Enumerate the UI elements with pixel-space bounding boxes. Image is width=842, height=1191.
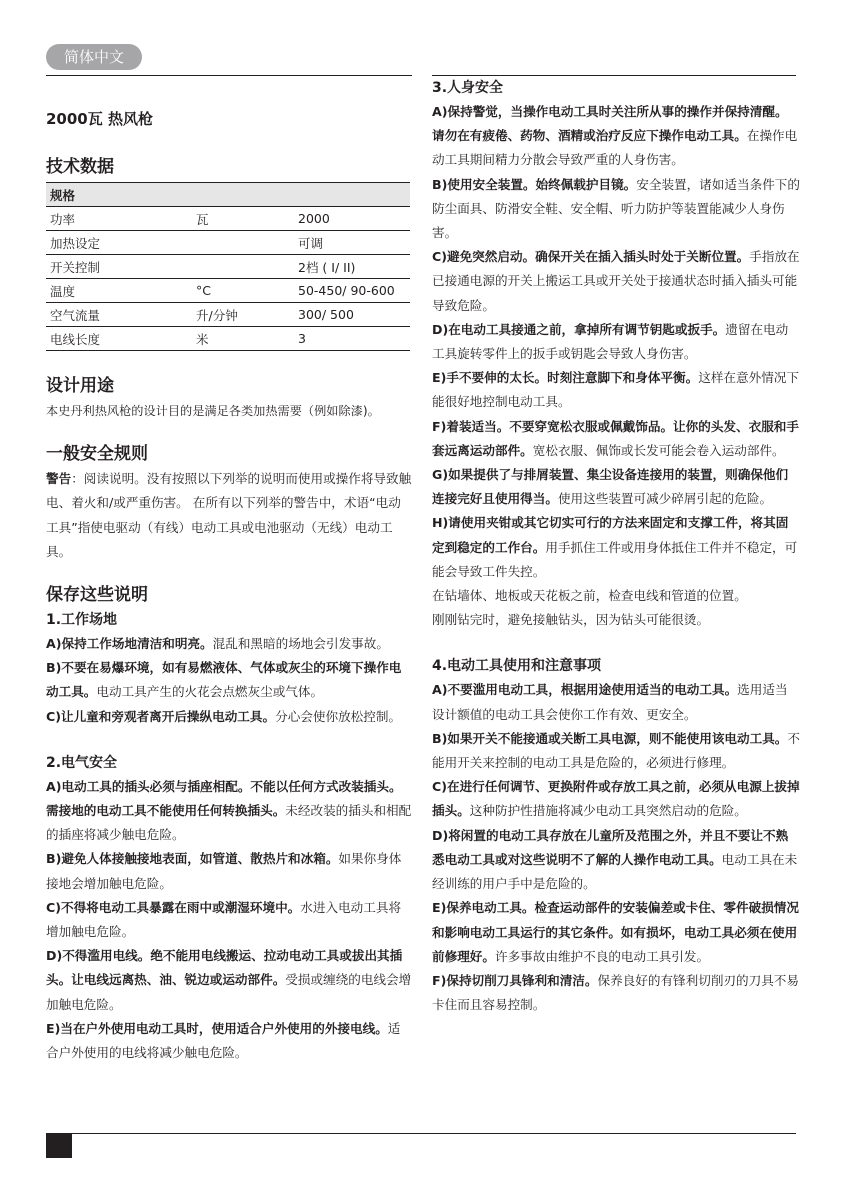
item-text: 电动工具产生的火花会点燃灰尘或气体。	[96, 684, 324, 700]
list-item	[432, 366, 800, 414]
item-text: 保养良好的有锋利切削刃的刀具不易卡住而且容易控制。	[432, 972, 799, 1013]
item-bold: E)当在户外使用电动工具时，使用适合户外使用的外接电线。	[46, 1020, 388, 1036]
general-safety-heading: 一般安全规则	[46, 444, 148, 465]
item-text: 宽松衣服、佩饰或长发可能会卷入运动部件。	[532, 442, 785, 458]
list-item	[432, 100, 800, 173]
item-bold: B)避免人体接触接地表面，如管道、散热片和冰箱。	[46, 851, 339, 867]
save-instructions-heading: 保存这些说明	[46, 585, 148, 606]
item-bold: E)保养电动工具。检查运动部件的安装偏差或卡住、零件破损情况和影响电动工具运行的其它条件。如有损坏，电动工具必须在使用前修理好。	[432, 900, 799, 964]
spec-value: 50-450/ 90-600	[294, 279, 410, 303]
spec-value: 可调	[294, 231, 410, 255]
spec-name: 空气流量	[46, 303, 192, 327]
spec-name: 功率	[46, 207, 192, 231]
item-text: 这样在意外情况下能很好地控制电动工具。	[432, 370, 799, 410]
item-bold: G)如果提供了与排屑装置、集尘设备连接用的装置，则确保他们连接完好且使用得当。	[432, 467, 789, 507]
item-bold: A)保持工作场地清洁和明亮。	[46, 636, 213, 652]
intended-use-text: 本史丹利热风枪的设计目的是满足各类加热需要（例如除漆)。	[46, 404, 380, 418]
item-bold: C)让儿童和旁观者离开后操纵电动工具。	[46, 708, 276, 724]
item-text: 水进入电动工具将增加触电危险。	[46, 899, 402, 940]
table-row	[46, 303, 410, 327]
language-tab: 简体中文	[46, 44, 142, 70]
spec-name: 加热设定	[46, 231, 192, 255]
list-item	[46, 705, 412, 729]
left-column	[46, 72, 412, 1065]
table-row	[46, 207, 410, 231]
spec-unit: 米	[192, 327, 294, 351]
item-text: 电动工具在未经训练的用户手中是危险的。	[432, 851, 798, 892]
table-row	[46, 255, 410, 279]
spec-unit	[192, 255, 294, 279]
personal-safety-heading: 3.人身安全	[432, 80, 504, 96]
item-bold: A)电动工具的插头必须与插座相配。不能以任何方式改装插头。需接地的电动工具不能使用任何转换插头。	[46, 778, 402, 819]
list-item	[46, 632, 412, 656]
item-bold: C)在进行任何调节、更换附件或存放工具之前，必须从电源上拔掉插头。	[432, 779, 800, 819]
general-safety-warning	[46, 467, 412, 564]
list-item	[46, 847, 412, 895]
electrical-heading: 2.电气安全	[46, 754, 118, 771]
item-text: 受损或缠绕的电线会增加触电危险。	[46, 972, 412, 1012]
list-item	[432, 173, 800, 246]
item-text: 安全装置，诸如适当条件下的防尘面具、防滑安全鞋、安全帽、听力防护等装置能减少人身伤害。	[432, 176, 800, 241]
list-item	[432, 896, 800, 969]
list-item	[432, 463, 800, 511]
item-text: 在操作电动工具期间精力分散会导致严重的人身伤害。	[432, 128, 798, 168]
tool-use-heading: 4.电动工具使用和注意事项	[432, 658, 602, 675]
spec-name: 电线长度	[46, 327, 192, 351]
table-row	[46, 327, 410, 351]
spec-value: 3	[294, 327, 410, 351]
item-text: 选用适当设计额值的电动工具会使你工作有效、更安全。	[432, 682, 788, 722]
right-column	[432, 72, 800, 1017]
item-text: 未经改装的插头和相配的插座将减少触电危险。	[46, 803, 412, 843]
specs-table-header	[46, 183, 410, 207]
spec-value: 2000	[294, 207, 410, 231]
list-item	[432, 318, 800, 366]
list-item	[432, 511, 800, 584]
item-bold: B)不要在易爆环境，如有易燃液体、气体或灰尘的环境下操作电动工具。	[46, 660, 402, 700]
item-bold: H)请使用夹钳或其它切实可行的方法来固定和支撑工件，将其固定到稳定的工作台。	[432, 515, 789, 555]
list-item	[46, 944, 412, 1017]
list-item	[46, 775, 412, 848]
item-bold: F)保持切削刀具锋利和清洁。	[432, 972, 598, 988]
drilling-note: 在钻墙体、地板或天花板之前，检查电线和管道的位置。	[432, 588, 747, 604]
list-item	[432, 727, 800, 775]
list-item	[46, 1017, 412, 1065]
item-bold: B)使用安全装置。始终佩载护目镜。	[432, 176, 637, 192]
list-item	[46, 656, 412, 704]
item-bold: D)将闲置的电动工具存放在儿童所及范围之外，并且不要让不熟悉电动工具或对这些说明不了解的人操作电动工具。	[432, 827, 789, 867]
item-bold: D)不得滥用电线。绝不能用电线搬运、拉动电动工具或拔出其插头。让电线远离热、油、锐边或运动部件。	[46, 948, 403, 988]
item-bold: C)避免突然启动。确保开关在插入插头时处于关断位置。	[432, 249, 750, 265]
item-text: 如果你身体接地会增加触电危险。	[46, 851, 402, 891]
item-text: 遗留在电动工具旋转零件上的扳手或钥匙会导致人身伤害。	[432, 321, 789, 362]
spec-unit	[192, 231, 294, 255]
list-item	[432, 245, 800, 318]
specs-table-header-cell: 规格	[46, 183, 410, 207]
spec-unit: °C	[192, 279, 294, 303]
item-bold: A)保持警觉，当操作电动工具时关注所从事的操作并保持清醒。请勿在有疲倦、药物、酒精或治疗反应下操作电动工具。	[432, 104, 788, 144]
item-text: 许多事故由维护不良的电动工具引发。	[494, 948, 710, 964]
item-text: 使用这些装置可减少碎屑引起的危险。	[557, 491, 773, 507]
drilling-note: 刚刚钻完时，避免接触钻头，因为钻头可能很烫。	[432, 612, 710, 628]
item-text: 这种防护性措施将减少电动工具突然启动的危险。	[469, 803, 747, 819]
footer-divider	[46, 1133, 796, 1134]
list-item	[432, 824, 800, 897]
spec-unit: 升/分钟	[192, 303, 294, 327]
product-title: 2000瓦 热风枪	[46, 110, 153, 128]
spec-value: 2档 ( I/ II)	[294, 255, 410, 279]
item-bold: F)着装适当。不要穿宽松衣服或佩戴饰品。让你的头发、衣服和手套远离运动部件。	[432, 418, 799, 458]
spec-name: 温度	[46, 279, 192, 303]
warning-text: ：阅读说明。没有按照以下列举的说明而使用或操作将导致触电、着火和/或严重伤害。 在所有以下列举的警告中，术语“电动工具”指使电驱动（有线）电动工具或电池驱动（无线）电动工具。	[46, 471, 412, 559]
item-bold: B)如果开关不能接通或关断工具电源，则不能使用该电动工具。	[432, 730, 788, 746]
intended-use-heading: 设计用途	[46, 376, 114, 396]
item-text: 用手抓住工件或用身体抵住工件并不稳定，可能会导致工件失控。	[432, 539, 798, 579]
item-text: 分心会使你放松控制。	[275, 708, 402, 724]
spec-value: 300/ 500	[294, 303, 410, 327]
table-row	[46, 279, 410, 303]
specs-heading: 技术数据	[46, 157, 114, 177]
warning-label: 警告	[46, 471, 72, 487]
specs-table	[46, 182, 410, 351]
item-bold: A)不要滥用电动工具，根据用途使用适当的电动工具。	[432, 682, 738, 698]
list-item	[432, 415, 800, 463]
table-row	[46, 231, 410, 255]
spec-unit: 瓦	[192, 207, 294, 231]
spec-name: 开关控制	[46, 255, 192, 279]
item-bold: C)不得将电动工具暴露在雨中或潮湿环境中。	[46, 899, 301, 915]
item-text: 手指放在已接通电源的开关上搬运工具或开关处于接通状态时插入插头可能导致危险。	[432, 249, 800, 313]
page-number-box	[46, 1134, 72, 1158]
item-bold: D)在电动工具接通之前，拿掉所有调节钥匙或扳手。	[432, 321, 726, 337]
item-text: 不能用开关来控制的电动工具是危险的，必须进行修理。	[432, 730, 800, 771]
list-item	[432, 678, 800, 726]
list-item	[46, 896, 412, 944]
item-text: 适合户外使用的电线将减少触电危险。	[46, 1020, 401, 1061]
list-item	[432, 969, 800, 1017]
item-bold: E)手不要伸的太长。时刻注意脚下和身体平衡。	[432, 370, 699, 386]
work-area-heading: 1.工作场地	[46, 612, 118, 629]
item-text: 混乱和黑暗的场地会引发事故。	[212, 636, 389, 652]
list-item	[432, 775, 800, 823]
